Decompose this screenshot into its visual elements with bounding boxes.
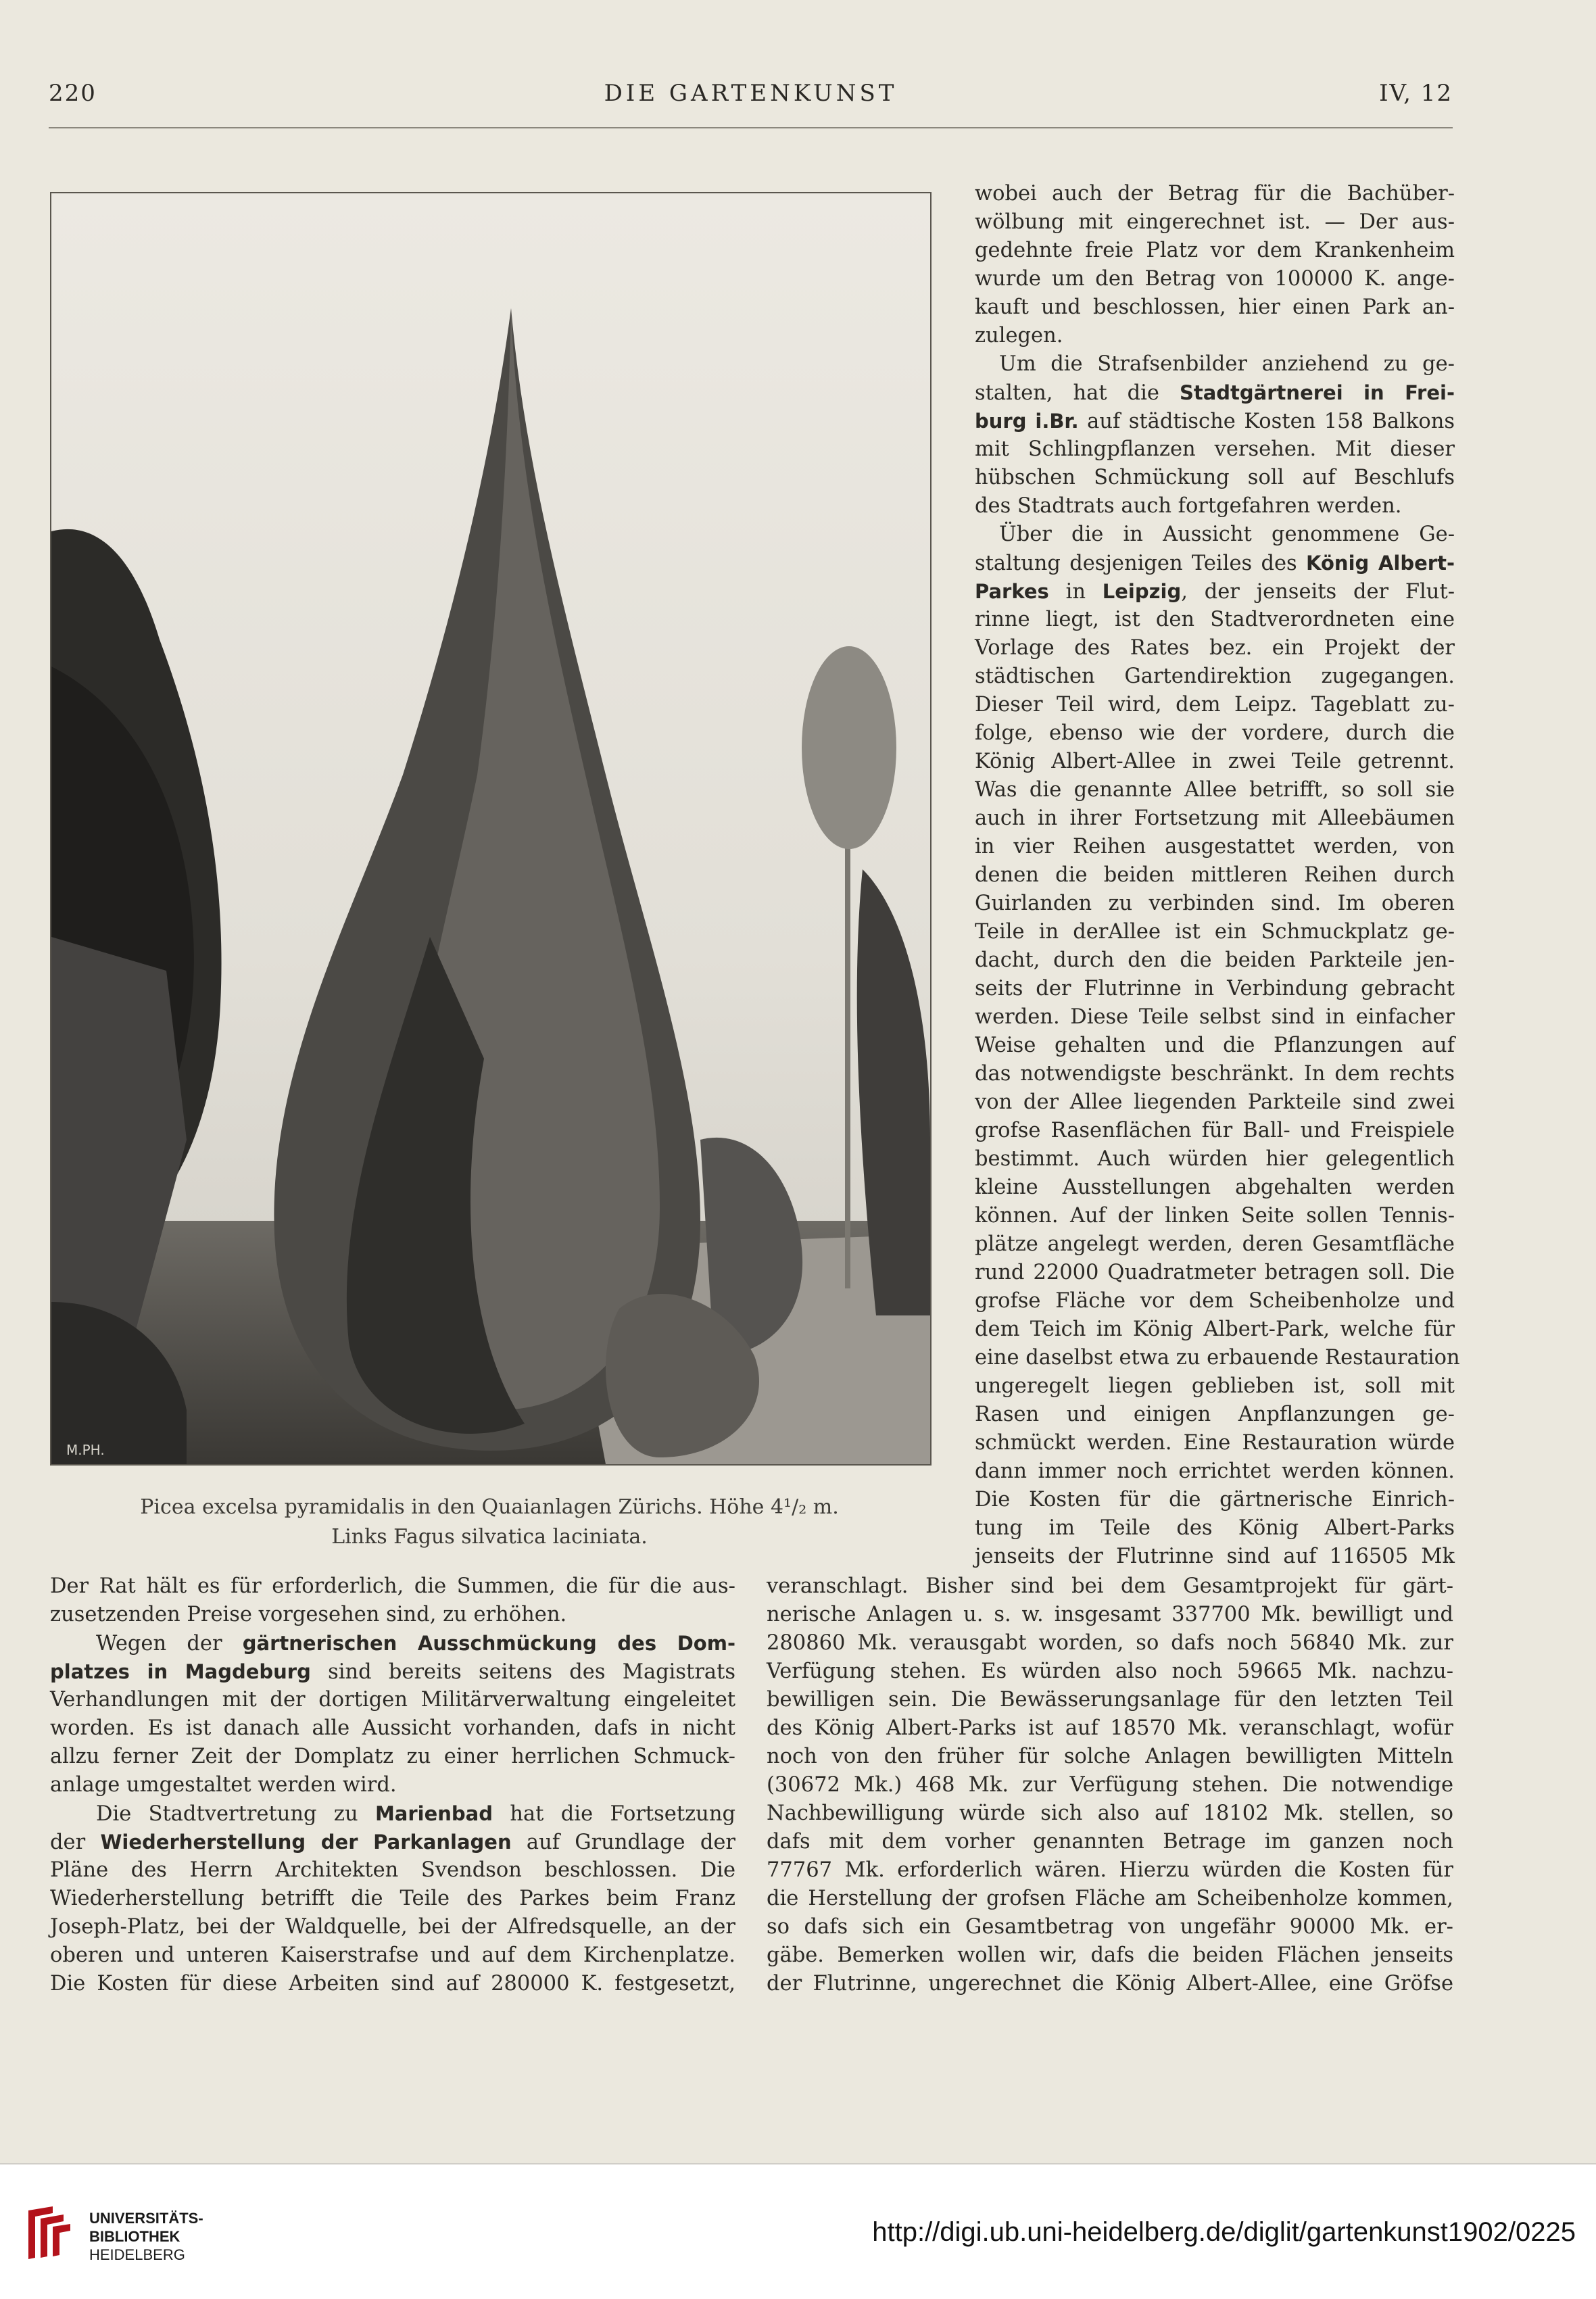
bold-phrase: Parkes xyxy=(975,580,1049,603)
text-line: allzu ferner Zeit der Domplatz zu einer herrlichen Schmuck- xyxy=(50,1745,735,1768)
text-line: können. Auf der linken Seite sollen Tennis- xyxy=(975,1204,1455,1228)
text-line: wölbung mit eingerechnet ist. — Der aus- xyxy=(975,210,1455,234)
text-line: Die Kosten für die gärtnerische Einrich- xyxy=(975,1488,1455,1511)
text-line: Wegen der gärtnerischen Ausschmückung des Dom- xyxy=(96,1632,735,1655)
text-line: so dafs sich ein Gesamtbetrag von ungefähr 90000 Mk. er- xyxy=(767,1915,1453,1939)
text-line: Teile in derAllee ist ein Schmuckplatz ge- xyxy=(975,920,1455,944)
text-line: des Stadtrats auch fortgefahren werden. xyxy=(975,494,1402,518)
library-name xyxy=(89,2209,203,2264)
text-line: werden. Diese Teile selbst sind in einfacher xyxy=(975,1005,1455,1029)
caption-line: Picea excelsa pyramidalis in den Quaianlagen Zürichs. Höhe 4¹/₂ m. xyxy=(140,1495,839,1519)
text-line: grofse Fläche vor dem Scheibenholze und xyxy=(975,1289,1455,1313)
text-line: stalten, hat die Stadtgärtnerei in Frei- xyxy=(975,381,1455,405)
text-line: Die Kosten für diese Arbeiten sind auf 280000 K. festgesetzt, xyxy=(50,1972,735,1995)
text-line: Weise gehalten und die Pflanzungen auf xyxy=(975,1034,1455,1057)
text-line: das notwendigste beschränkt. In dem rechts xyxy=(975,1062,1455,1086)
text-line: platzes in Magdeburg sind bereits seitens des Magistrats xyxy=(50,1660,735,1684)
text-line: städtischen Gartendirektion zugegangen. xyxy=(975,664,1455,688)
text-line: dafs mit dem vorher genannten Betrage im ganzen noch xyxy=(767,1830,1453,1854)
text-line: Verfügung stehen. Es würden also noch 59665 Mk. nachzu- xyxy=(767,1660,1453,1683)
text-line: kauft und beschlossen, hier einen Park an- xyxy=(975,295,1455,319)
text-line: rund 22000 Quadratmeter betragen soll. Die xyxy=(975,1261,1455,1284)
library-name-line: HEIDELBERG xyxy=(89,2246,185,2263)
library-name-line: UNIVERSITÄTS- xyxy=(89,2210,203,2227)
photograph-picea-excelsa xyxy=(50,192,932,1466)
text-line: Die Stadtvertretung zu Marienbad hat die Fortsetzung xyxy=(96,1802,735,1826)
text-line: gäbe. Bemerken wollen wir, dafs die beiden Flächen jenseits xyxy=(767,1943,1453,1967)
text-line: eine daselbst etwa zu erbauende Restauration xyxy=(975,1346,1460,1370)
text-line: Pläne des Herrn Architekten Svendson beschlossen. Die xyxy=(50,1858,735,1882)
page-number: 220 xyxy=(49,80,97,107)
text-line: folge, ebenso wie der vordere, durch die xyxy=(975,721,1455,745)
text-line: tung im Teile des König Albert-Parks xyxy=(975,1516,1455,1540)
text-line: Joseph-Platz, bei der Waldquelle, bei der Alfredsquelle, an der xyxy=(50,1915,735,1939)
text-line: dann immer noch errichtet werden können. xyxy=(975,1459,1455,1483)
text-line: Guirlanden zu verbinden sind. Im oberen xyxy=(975,892,1455,915)
text-line: zulegen. xyxy=(975,324,1063,347)
text-line: schmückt werden. Eine Restauration würde xyxy=(975,1431,1455,1455)
bold-phrase: burg i.Br. xyxy=(975,410,1079,433)
text-line: des König Albert-Parks ist auf 18570 Mk. veranschlagt, wofür xyxy=(767,1716,1453,1740)
text-line: hübschen Schmückung soll auf Beschlufs xyxy=(975,466,1455,489)
text-line: seits der Flutrinne in Verbindung gebracht xyxy=(975,977,1455,1000)
text-line: nerische Anlagen u. s. w. insgesamt 337700 Mk. bewilligt und xyxy=(767,1603,1453,1626)
text-line: bestimmt. Auch würden hier gelegentlich xyxy=(975,1147,1455,1171)
text-line: Parkes in Leipzig, der jenseits der Flut- xyxy=(975,580,1455,604)
text-line: in vier Reihen ausgestattet werden, von xyxy=(975,835,1455,858)
text-line: Verhandlungen mit der dortigen Militärverwaltung eingeleitet xyxy=(50,1688,735,1712)
bold-phrase: Wiederherstellung der Parkanlagen xyxy=(100,1831,512,1854)
text-line: Wiederherstellung betrifft die Teile des Parkes beim Franz xyxy=(50,1887,735,1910)
text-line: denen die beiden mittleren Reihen durch xyxy=(975,863,1455,887)
text-line: zusetzenden Preise vorgesehen sind, zu erhöhen. xyxy=(50,1603,567,1626)
text-line: wurde um den Betrag von 100000 K. ange- xyxy=(975,267,1455,291)
text-line: dacht, durch den die beiden Parkteile jen- xyxy=(975,948,1455,972)
text-line: Was die genannte Allee betrifft, so soll sie xyxy=(975,778,1455,802)
text-line: Dieser Teil wird, dem Leipz. Tageblatt zu- xyxy=(975,693,1455,717)
text-line: rinne liegt, ist den Stadtverordneten eine xyxy=(975,608,1455,631)
text-line: jenseits der Flutrinne sind auf 116505 Mk xyxy=(975,1545,1455,1568)
running-header xyxy=(49,80,1453,107)
text-line: die Herstellung der grofsen Fläche am Scheibenholze kommen, xyxy=(767,1887,1453,1910)
tree-photo-illustration xyxy=(51,193,930,1464)
text-line: von der Allee liegenden Parkteile sind zwei xyxy=(975,1090,1455,1114)
text-line: 77767 Mk. erforderlich wären. Hierzu würden die Kosten für xyxy=(767,1858,1453,1882)
caption-line: Links Fagus silvatica laciniata. xyxy=(331,1525,648,1549)
bold-phrase: gärtnerischen Ausschmückung des Dom- xyxy=(242,1632,735,1655)
library-name-line: BIBLIOTHEK xyxy=(89,2228,180,2245)
text-line: Um die Strafsenbilder anziehend zu ge- xyxy=(999,352,1455,376)
text-line: Nachbewilligung würde sich also auf 18102 Mk. stellen, so xyxy=(767,1801,1453,1825)
library-footer xyxy=(0,2163,1596,2299)
text-line: dem Teich im König Albert-Park, welche für xyxy=(975,1317,1455,1341)
text-line: kleine Ausstellungen abgehalten werden xyxy=(975,1176,1455,1199)
text-line: auch in ihrer Fortsetzung mit Alleebäumen xyxy=(975,806,1455,830)
text-line: burg i.Br. auf städtische Kosten 158 Balkons xyxy=(975,410,1455,433)
text-line: Der Rat hält es für erforderlich, die Summen, die für die aus- xyxy=(50,1574,735,1598)
text-line: staltung desjenigen Teiles des König Albert- xyxy=(975,552,1455,575)
text-line: mit Schlingpflanzen versehen. Mit dieser xyxy=(975,437,1455,461)
text-line: noch von den früher für solche Anlagen bewilligten Mitteln xyxy=(767,1745,1453,1768)
text-line: worden. Es ist danach alle Aussicht vorhanden, dafs in nicht xyxy=(50,1716,735,1740)
issue-number: IV, 12 xyxy=(1379,80,1453,107)
library-logo-icon xyxy=(23,2204,74,2265)
journal-title: DIE GARTENKUNST xyxy=(604,80,898,107)
text-line: gedehnte freie Platz vor dem Krankenheim xyxy=(975,239,1455,262)
text-line: oberen und unteren Kaiserstrafse und auf dem Kirchenplatze. xyxy=(50,1943,735,1967)
bold-phrase: Marienbad xyxy=(374,1802,493,1825)
bold-phrase: Stadtgärtnerei in Frei- xyxy=(1179,381,1455,404)
text-line: veranschlagt. Bisher sind bei dem Gesamtprojekt für gärt- xyxy=(767,1574,1453,1598)
text-line: wobei auch der Betrag für die Bachüber- xyxy=(975,182,1455,205)
text-line: König Albert-Allee in zwei Teile getrennt. xyxy=(975,750,1455,773)
text-line: anlage umgestaltet werden wird. xyxy=(50,1773,397,1797)
figure-caption xyxy=(50,1493,929,1552)
bold-phrase: König Albert- xyxy=(1306,552,1455,575)
header-rule xyxy=(49,127,1453,128)
text-line: 280860 Mk. verausgabt worden, so dafs noch 56840 Mk. zur xyxy=(767,1631,1453,1655)
source-url-link[interactable]: http://digi.ub.uni-heidelberg.de/diglit/gartenkunst1902/0225 xyxy=(872,2217,1576,2247)
text-line: plätze angelegt werden, deren Gesamtfläche xyxy=(975,1232,1455,1256)
text-line: der Wiederherstellung der Parkanlagen auf Grundlage der xyxy=(50,1831,735,1854)
text-line: Über die in Aussicht genommene Ge- xyxy=(999,523,1455,546)
photo-mark-text: M.PH. xyxy=(66,1442,105,1458)
bold-phrase: Leipzig xyxy=(1102,580,1182,603)
text-line: der Flutrinne, ungerechnet die König Albert-Allee, eine Gröfse xyxy=(767,1972,1453,1995)
bold-phrase: platzes in Magdeburg xyxy=(50,1660,311,1683)
text-line: Vorlage des Rates bez. ein Projekt der xyxy=(975,636,1455,660)
text-line: Rasen und einigen Anpflanzungen ge- xyxy=(975,1403,1455,1426)
text-line: (30672 Mk.) 468 Mk. zur Verfügung stehen. Die notwendige xyxy=(767,1773,1453,1797)
text-line: ungeregelt liegen geblieben ist, soll mit xyxy=(975,1374,1455,1398)
text-line: bewilligen sein. Die Bewässerungsanlage für den letzten Teil xyxy=(767,1688,1453,1712)
text-line: grofse Rasenflächen für Ball- und Freispiele xyxy=(975,1119,1455,1142)
